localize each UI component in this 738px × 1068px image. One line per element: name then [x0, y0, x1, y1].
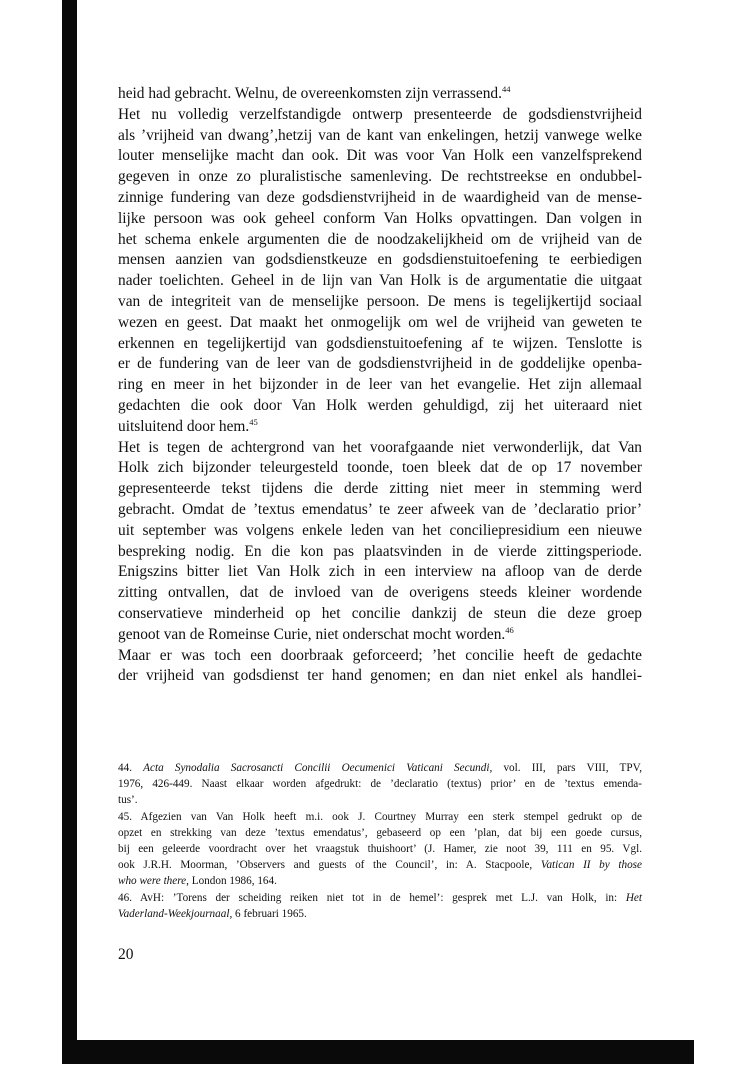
text-line: [118, 479, 642, 500]
text-line: [118, 209, 642, 230]
text-line: [118, 188, 642, 209]
main-text: [118, 84, 642, 687]
footnote-line: [118, 760, 642, 776]
footnote-text: 46. AvH: ’Torens der scheiding reiken niet tot in de hemel’: gesprek met L.J. van Holk, in:: [118, 891, 626, 904]
text-line: [118, 500, 642, 521]
footnote-text: ook J.R.H. Moorman, ’Observers and guests of the Council’, in: A. Stacpoole,: [118, 859, 541, 872]
footnote-line: [118, 857, 642, 873]
footnote-text: 44.: [118, 762, 144, 774]
footnotes: [118, 760, 642, 922]
footnote-line: [118, 890, 642, 906]
footnote-reference: 46: [505, 624, 514, 635]
text-line: [118, 146, 642, 167]
text-line-content: nader toelichten. Geheel in de lijn van Van Holk is de argumentatie die uitgaat: [118, 272, 642, 290]
footnote-title: Vatican II by those: [540, 859, 642, 872]
footnote-text: opzet en strekking van deze ’textus emendatus’, gebaseerd op een ’plan, dat bij een goede cursus,: [118, 826, 642, 839]
text-line-content: van de integriteit van de menselijke persoon. De mens is tegelijkertijd sociaal: [118, 292, 642, 310]
text-line: [118, 438, 642, 459]
text-line: [118, 334, 642, 355]
footnote-line: [118, 809, 642, 825]
footnote-line: [118, 873, 642, 889]
text-line-content: Maar er was toch een doorbraak geforceerd; ’het concilie heeft de gedachte: [118, 646, 642, 664]
text-line: [118, 396, 642, 417]
text-line-content: conservatieve minderheid op het concilie dankzij de steun die deze groep: [118, 604, 642, 622]
footnote-line: [118, 825, 642, 841]
text-line: [118, 250, 642, 271]
text-line-content: Het nu volledig verzelfstandigde ontwerp presenteerde de godsdienstvrijheid: [118, 105, 642, 123]
text-line-content: louter menselijke macht dan ook. Dit was voor Van Holk een vanzelfsprekend: [118, 147, 642, 165]
text-line: [118, 354, 642, 375]
text-line-content: uit september was volgens enkele leden van het conciliepresidium een nieuwe: [118, 521, 642, 539]
footnote-title: Het: [625, 891, 642, 904]
text-line: [118, 313, 642, 334]
text-line: [118, 167, 642, 188]
footnote-text: bij een geleerde voordracht over het vraagstuk thuishoort’ (J. Hamer, zie noot 39, 111 en 95. Vgl.: [118, 843, 642, 856]
footnote-text: London 1986, 164.: [188, 875, 277, 888]
text-line: [118, 126, 642, 147]
text-line-content: zitting ontvallen, dat de invloed van de overigens steeds kleiner wordende: [118, 584, 642, 602]
text-line-content: als ’vrijheid van dwang’,hetzij van de kant van enkelingen, hetzij vanwege welke: [118, 126, 642, 144]
footnote-line: [118, 776, 642, 792]
text-line: [118, 542, 642, 563]
text-line-content: er de fundering van de leer van de godsdienstvrijheid in de goddelijke openba-: [118, 355, 642, 373]
text-line: [118, 604, 642, 625]
text-line: [118, 666, 642, 687]
text-line-content: gebracht. Omdat de ’textus emendatus’ te zeer afweek van de ’declaratio prior’: [118, 500, 642, 518]
text-line-content: ring en meer in het bijzonder in de leer van het evangelie. Het zijn allemaal: [118, 376, 642, 394]
text-line-content: gegeven in onze zo pluralistische samenleving. De rechtstreekse en ondubbel-: [118, 168, 642, 186]
page-number: 20: [118, 946, 134, 963]
footnote-44: [118, 760, 642, 809]
text-line-content: uitsluitend door hem.: [118, 417, 250, 435]
footnote-text: 45. Afgezien van Van Holk heeft m.i. ook J. Courtney Murray een sterk stempel gedrukt op de: [118, 810, 642, 823]
text-line: [118, 646, 642, 667]
text-line-content: Het is tegen de achtergrond van het voorafgaande niet verwonderlijk, dat Van: [118, 438, 642, 456]
footnote-line: [118, 792, 642, 808]
text-line: [118, 625, 642, 646]
text-line-content: bespreking nodig. En die kon pas plaatsvinden in de vierde zittingsperiode.: [118, 542, 642, 560]
text-line: [118, 230, 642, 251]
text-line: [118, 292, 642, 313]
footnote-title: who were there,: [118, 875, 189, 888]
text-line-content: het schema enkele argumenten die de noodzakelijkheid om de vrijheid van de: [118, 230, 642, 248]
footnote-text: 6 februari 1965.: [232, 907, 307, 920]
footnote-title: Acta Synodalia Sacrosancti Concilii Oecumenici Vaticani Secundi,: [143, 762, 493, 774]
text-line-content: zinnige fundering van deze godsdienstvrijheid in de waardigheid van de mense-: [118, 188, 642, 206]
text-line: [118, 583, 642, 604]
footnote-46: [118, 890, 642, 922]
footnote-45: [118, 809, 642, 890]
text-line-content: Enigszins bitter liet Van Holk zich in een interview na afloop van de derde: [118, 563, 642, 581]
scan-bottom-border: [62, 1040, 694, 1064]
text-line: [118, 105, 642, 126]
footnote-reference: 45: [249, 416, 258, 427]
text-line: [118, 562, 642, 583]
footnote-title: Vaderland-Weekjournaal,: [118, 907, 233, 920]
text-line: [118, 417, 642, 438]
text-line-content: der vrijheid van godsdienst ter hand genomen; en dan niet enkel als handlei-: [118, 667, 642, 685]
scan-left-border: [62, 0, 77, 1040]
text-line-content: genoot van de Romeinse Curie, niet onderschat mocht worden.: [118, 625, 506, 643]
text-line-content: erkennen en tegelijkertijd van godsdienstuitoefening af te wijzen. Tenslotte is: [118, 334, 642, 352]
text-line: [118, 271, 642, 292]
text-line-content: lijke persoon was ook geheel conform Van Holks opvattingen. Dan volgen in: [118, 209, 642, 227]
text-line-content: heid had gebracht. Welnu, de overeenkomsten zijn verrassend.: [118, 85, 502, 102]
footnote-line: [118, 841, 642, 857]
text-line: [118, 521, 642, 542]
footnote-text: 1976, 426-449. Naast elkaar worden afgedrukt: de ’declaratio (textus) prior’ en de ’textus emenda-: [118, 778, 642, 791]
footnote-reference: 44: [501, 84, 511, 94]
text-line: [118, 458, 642, 479]
text-line-content: Holk zich bijzonder teleurgesteld toonde, toen bleek dat de op 17 november: [118, 459, 642, 477]
text-line-content: mensen aanzien van godsdienstkeuze en godsdienstuitoefening te eerbiedigen: [118, 251, 642, 269]
text-line-content: gedachten die ook door Van Holk werden gehuldigd, zij het uiteraard niet: [118, 396, 642, 414]
text-line-content: wezen en geest. Dat maakt het onmogelijk om wel de vrijheid van geweten te: [118, 313, 642, 331]
text-line: [118, 375, 642, 396]
footnote-text: tus’.: [118, 794, 138, 807]
footnote-text: vol. III, pars VIII, TPV,: [492, 762, 643, 774]
text-line: [118, 84, 642, 105]
footnote-line: [118, 906, 642, 922]
text-line-content: gepresenteerde tekst tijdens die derde zitting niet meer in stemming werd: [118, 480, 642, 498]
